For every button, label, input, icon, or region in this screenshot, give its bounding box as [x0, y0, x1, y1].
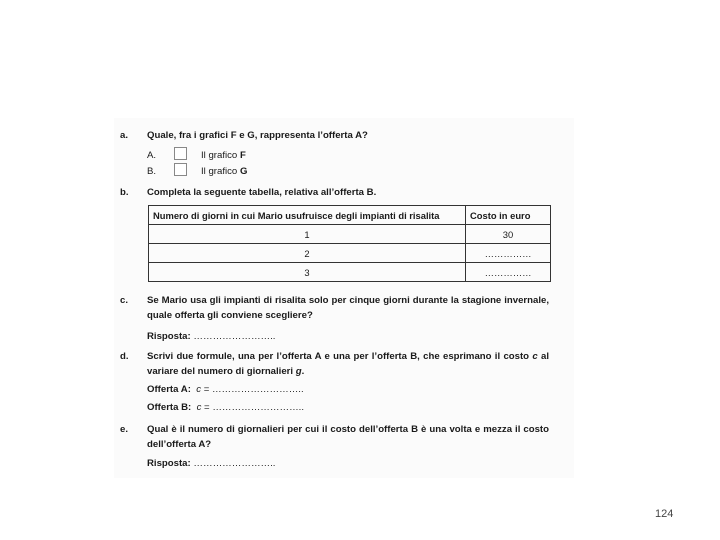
table-header-row — [149, 206, 551, 225]
worksheet-page — [114, 118, 574, 478]
question-e-answer[interactable]: Risposta: …………………….. — [147, 458, 276, 469]
option-b-checkbox[interactable] — [174, 163, 187, 176]
table-row — [149, 244, 551, 263]
table-row — [149, 225, 551, 244]
table-cell-cost[interactable]: …………… — [466, 244, 551, 263]
table-header-cost: Costo in euro — [466, 206, 551, 225]
table-cell-days: 1 — [149, 225, 466, 244]
question-d-text: Scrivi due formule, una per l’offerta A e una per l’offerta B, che esprimano il costo c al variare del numero di giornalieri g. — [147, 351, 549, 377]
table-cell-days: 3 — [149, 263, 466, 282]
formula-a[interactable]: Offerta A: c = ……………………….. — [147, 384, 304, 395]
question-c-letter: c. — [120, 295, 129, 306]
table-cell-cost: 30 — [466, 225, 551, 244]
option-a-checkbox[interactable] — [174, 147, 187, 160]
question-e-letter: e. — [120, 424, 129, 435]
table-header-days: Numero di giorni in cui Mario usufruisce degli impianti di risalita — [149, 206, 466, 225]
table-cell-days: 2 — [149, 244, 466, 263]
question-b-text: Completa la seguente tabella, relativa all’offerta B. — [147, 187, 377, 198]
question-b-letter: b. — [120, 187, 129, 198]
option-b-text: Il grafico G — [201, 166, 248, 177]
option-b-label: B. — [147, 166, 157, 177]
formula-b[interactable]: Offerta B: c = ……………………….. — [147, 402, 304, 413]
question-d-letter: d. — [120, 351, 129, 362]
table-cell-cost[interactable]: …………… — [466, 263, 551, 282]
page-number: 124 — [655, 508, 674, 520]
question-c-text: Se Mario usa gli impianti di risalita solo per cinque giorni durante la stagione invernale, quale offerta gli conviene scegliere? — [147, 295, 549, 321]
question-a-text: Quale, fra i grafici F e G, rappresenta l’offerta A? — [147, 130, 368, 141]
table-row — [149, 263, 551, 282]
option-a-label: A. — [147, 150, 157, 161]
question-c-answer[interactable]: Risposta: …………………….. — [147, 331, 276, 342]
question-e-text: Qual è il numero di giornalieri per cui il costo dell’offerta B è una volta e mezza il costo dell’offerta A? — [147, 424, 549, 450]
question-a-letter: a. — [120, 130, 129, 141]
option-a-text: Il grafico F — [201, 150, 246, 161]
offer-b-table — [148, 205, 551, 282]
